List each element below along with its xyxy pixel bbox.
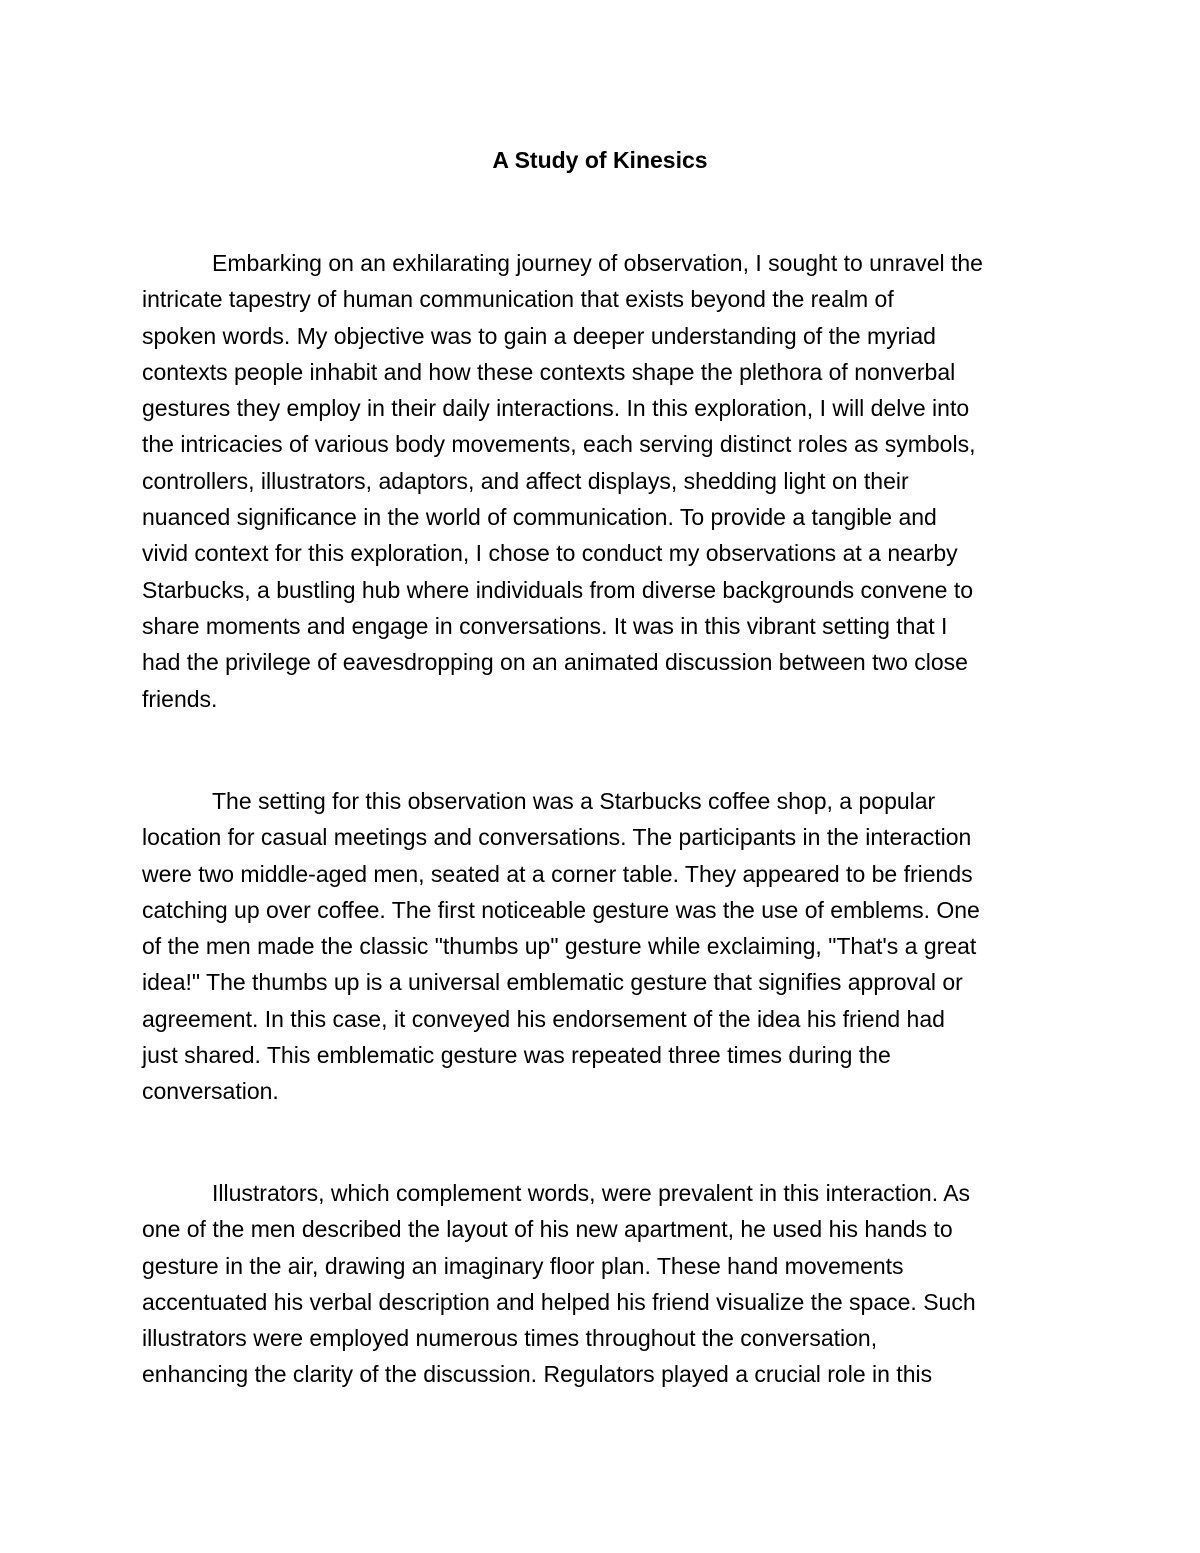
paragraph-line: agreement. In this case, it conveyed his endorsement of the idea his friend had [142,1005,945,1032]
paragraph-line: illustrators were employed numerous times throughout the conversation, [142,1325,878,1352]
paragraph-line: share moments and engage in conversations. It was in this vibrant setting that I [142,612,948,639]
paragraph-line: the intricacies of various body movements, each serving distinct roles as symbols, [142,431,976,458]
paragraph-2 [142,783,980,1110]
paragraph-line: accentuated his verbal description and helped his friend visualize the space. Such [142,1288,976,1315]
paragraph-line: The setting for this observation was a Starbucks coffee shop, a popular [212,788,936,814]
paragraph-line: conversation. [142,1078,279,1105]
paragraph-line: spoken words. My objective was to gain a deeper understanding of the myriad [142,322,936,349]
paragraph-line: gestures they employ in their daily interactions. In this exploration, I will delve into [142,395,970,422]
paragraph-line: Illustrators, which complement words, were prevalent in this interaction. As [212,1180,971,1206]
paragraph-line: gesture in the air, drawing an imaginary floor plan. These hand movements [142,1252,904,1279]
paragraph-line: one of the men described the layout of his new apartment, he used his hands to [142,1216,953,1243]
paragraph-line: Starbucks, a bustling hub where individuals from diverse backgrounds convene to [142,576,974,603]
paragraph-line: enhancing the clarity of the discussion. Regulators played a crucial role in this [142,1361,933,1388]
paragraph-line: were two middle-aged men, seated at a corner table. They appeared to be friends [142,860,973,887]
paragraph-line: catching up over coffee. The first noticeable gesture was the use of emblems. One [142,896,980,923]
paragraph-line: had the privilege of eavesdropping on an animated discussion between two close [142,649,968,676]
paragraph-line: vivid context for this exploration, I chose to conduct my observations at a nearby [142,540,958,567]
paragraph-line: controllers, illustrators, adaptors, and affect displays, shedding light on their [142,467,909,494]
paragraph-line: friends. [142,685,218,712]
paragraph-line: just shared. This emblematic gesture was repeated three times during the [142,1042,891,1069]
paragraph-line: nuanced significance in the world of communication. To provide a tangible and [142,504,937,531]
paragraph-line: intricate tapestry of human communication that exists beyond the realm of [142,286,894,313]
paragraph-line: idea!" The thumbs up is a universal emblematic gesture that signifies approval or [142,969,963,996]
paragraph-line: contexts people inhabit and how these contexts shape the plethora of nonverbal [142,358,956,385]
document-title: A Study of Kinesics [492,147,708,173]
paragraph-1 [142,245,983,717]
paragraph-line: Embarking on an exhilarating journey of observation, I sought to unravel the [212,250,983,276]
paragraph-line: location for casual meetings and conversations. The participants in the interaction [142,824,972,851]
paragraph-3 [142,1175,976,1393]
paragraph-line: of the men made the classic "thumbs up" gesture while exclaiming, "That's a great [142,933,977,960]
